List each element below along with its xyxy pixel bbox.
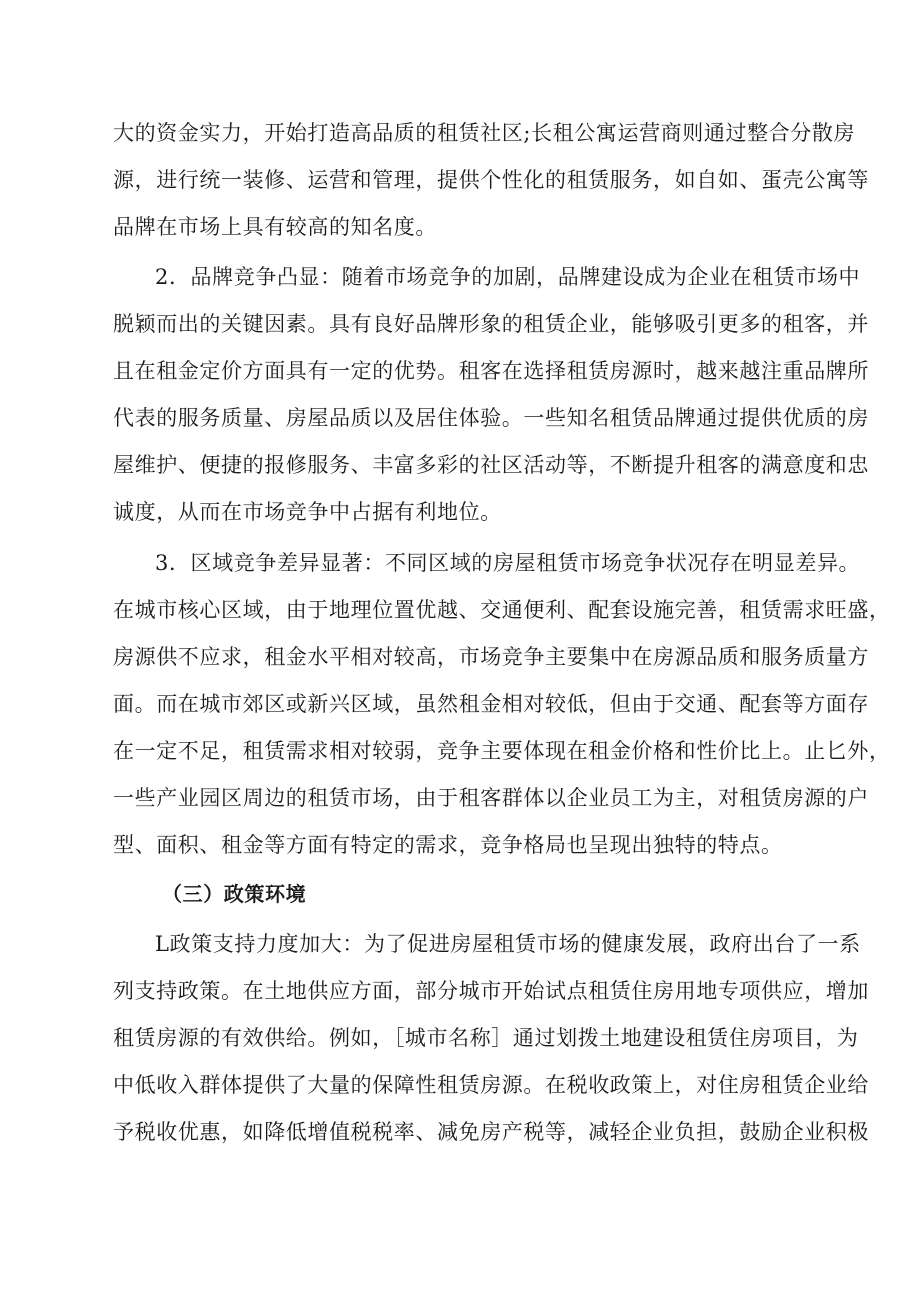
text-line: 品牌在市场上具有较高的知名度。	[113, 215, 437, 239]
text-line: 屋维护、便捷的报修服务、丰富多彩的社区活动等，不断提升租客的满意度和忠	[113, 453, 869, 477]
section-heading: （三）政策环境	[162, 882, 307, 906]
text-line: 在一定不足，租赁需求相对较弱，竞争主要体现在租金价格和性价比上。止匕外，	[113, 739, 891, 763]
text-line: 诚度，从而在市场竞争中占据有利地位。	[113, 500, 502, 524]
text-line: 源，进行统一装修、运营和管理，提供个性化的租赁服务，如自如、蛋壳公寓等	[113, 168, 869, 192]
text-line: 3．区域竞争差异显著：不同区域的房屋租赁市场竞争状况存在明显差异。	[155, 551, 861, 575]
text-line: 代表的服务质量、房屋品质以及居住体验。一些知名租赁品牌通过提供优质的房	[113, 406, 869, 430]
text-line: L政策支持力度加大：为了促进房屋租赁市场的健康发展，政府出台了一系	[155, 932, 861, 956]
text-line: 租赁房源的有效供给。例如，［城市名称］通过划拨土地建设租赁住房项目，为	[113, 1026, 859, 1050]
text-line: 且在租金定价方面具有一定的优势。租客在选择租赁房源时，越来越注重品牌所	[113, 359, 869, 383]
text-line: 脱颖而出的关键因素。具有良好品牌形象的租赁企业，能够吸引更多的租客，并	[113, 312, 869, 336]
text-line: 大的资金实力，开始打造高品质的租赁社区;长租公寓运营商则通过整合分散房	[113, 121, 856, 145]
text-line: 予税收优惠，如降低增值税税率、减免房产税等，减轻企业负担，鼓励企业积极	[113, 1120, 869, 1144]
text-line: 2．品牌竞争凸显：随着市场竞争的加剧，品牌建设成为企业在租赁市场中	[155, 265, 861, 289]
text-line: 面。而在城市郊区或新兴区域，虽然租金相对较低，但由于交通、配套等方面存	[113, 692, 869, 716]
text-line: 一些产业园区周边的租赁市场，由于租客群体以企业员工为主，对租赁房源的户	[113, 786, 869, 810]
text-line: 在城市核心区域，由于地理位置优越、交通便利、配套设施完善，租赁需求旺盛，	[113, 598, 891, 622]
text-line: 房源供不应求，租金水平相对较高，市场竞争主要集中在房源品质和服务质量方	[113, 645, 869, 669]
text-line: 中低收入群体提供了大量的保障性租赁房源。在税收政策上，对住房租赁企业给	[113, 1073, 869, 1097]
text-line: 型、面积、租金等方面有特定的需求，竞争格局也呈现出独特的特点。	[113, 833, 783, 857]
text-line: 列支持政策。在土地供应方面，部分城市开始试点租赁住房用地专项供应，增加	[113, 979, 869, 1003]
